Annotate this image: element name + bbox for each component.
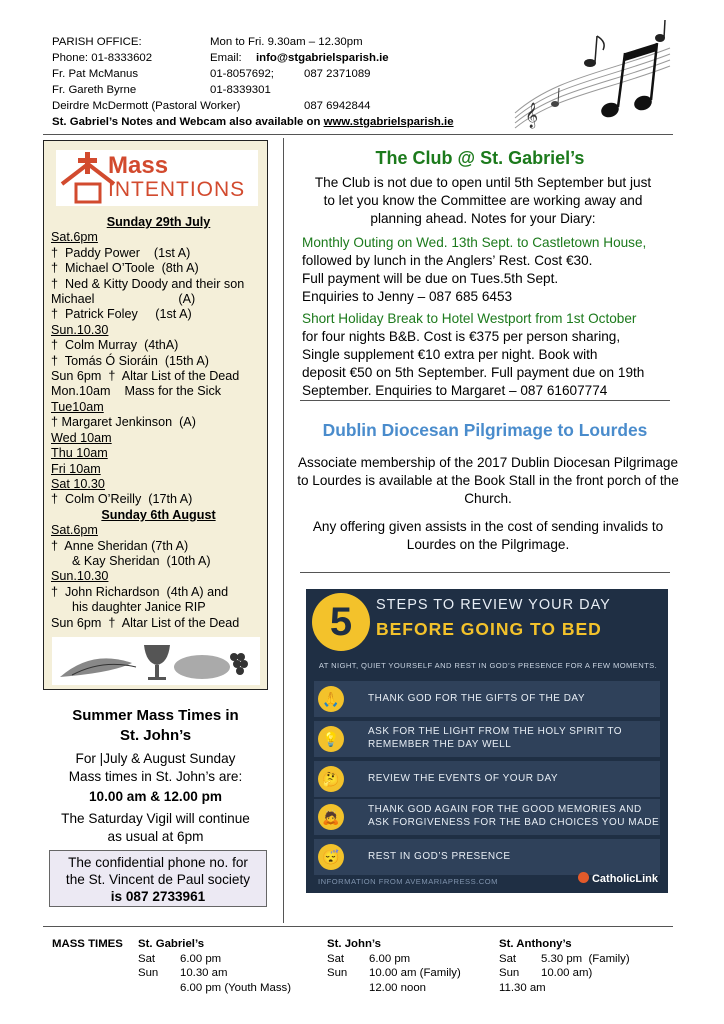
pastoral-worker-name: Deirdre McDermott (Pastoral Worker) xyxy=(52,100,241,112)
club-title: The Club @ St. Gabriel’s xyxy=(375,148,585,168)
infographic-step xyxy=(314,681,660,717)
mass-day: Sun xyxy=(327,967,348,979)
outing-heading: Monthly Outing on Wed. 13th Sept. to Castletown House, xyxy=(302,235,647,250)
lourdes-para2: Any offering given assists in the cost of sending invalids to Lourdes on the Pilgrimage. xyxy=(312,519,664,552)
infographic-source: INFORMATION FROM AVEMARIAPRESS.COM xyxy=(318,877,498,886)
anthony-name: St. Anthony’s xyxy=(499,938,572,950)
summer-text-line3: The Saturday Vigil will continue xyxy=(61,811,250,826)
svp-line3: is 087 2733961 xyxy=(110,889,206,904)
email-label: Email: xyxy=(210,52,242,64)
mass-time-row xyxy=(499,952,630,967)
break-heading: Short Holiday Break to Hotel Westport from 1st October xyxy=(302,311,637,326)
step-text-line1: REST IN GOD’S PRESENCE xyxy=(368,851,511,862)
summer-text-line2: Mass times in St. John’s are: xyxy=(68,769,243,784)
mass-time: 6.00 pm xyxy=(369,952,411,965)
catholiclink-name: CatholicLink xyxy=(591,873,658,885)
step-text-line1: THANK GOD FOR THE GIFTS OF THE DAY xyxy=(368,693,586,704)
mass-day xyxy=(327,981,369,996)
music-notes-illustration xyxy=(495,18,675,133)
mass-day: Sun xyxy=(138,967,159,979)
intention-line: † Ned & Kitty Doody and their son xyxy=(51,276,245,291)
intention-line: † Margaret Jenkinson (A) xyxy=(51,415,196,430)
step-text-line1: REVIEW THE EVENTS OF YOUR DAY xyxy=(368,773,559,784)
intention-line: Sat.6pm xyxy=(51,523,98,538)
logo-word-intentions: INTENTIONS xyxy=(108,178,246,201)
intention-line: † Tomás Ó Sioráin (15th A) xyxy=(51,353,209,368)
infographic-step xyxy=(314,721,660,757)
svp-line2: the St. Vincent de Paul society xyxy=(65,872,251,887)
intention-line: Tue10am xyxy=(51,399,104,414)
mass-day: Sun xyxy=(499,967,520,979)
gabriel-name: St. Gabriel’s xyxy=(138,938,205,950)
mass-time: 10.00 am (Family) xyxy=(369,967,461,979)
notes-webcam-text: St. Gabriel’s Notes and Webcam also available on xyxy=(52,116,321,128)
step-text xyxy=(368,772,558,785)
gabriel-rows xyxy=(138,952,291,996)
intention-line: Mon.10am Mass for the Sick xyxy=(51,384,222,399)
lourdes-divider xyxy=(300,572,670,573)
mass-time: 12.00 noon xyxy=(369,981,427,994)
break-line3: Single supplement €10 extra per night. Book with xyxy=(302,347,598,362)
lourdes-body xyxy=(296,454,680,564)
monthly-outing xyxy=(302,234,676,306)
john-rows xyxy=(327,952,461,996)
week1-intentions xyxy=(51,230,266,507)
intention-line: † Paddy Power (1st A) xyxy=(51,245,191,260)
lourdes-para1: Associate membership of the 2017 Dublin Diocesan Pilgrimage to Lourdes is available at the Book Stall in the front porch of the Church. xyxy=(297,455,679,506)
step-text xyxy=(368,803,659,829)
summer-times: 10.00 am & 12.00 pm xyxy=(89,789,222,804)
intention-line: Wed 10am xyxy=(51,430,112,445)
mass-time: 10.00 am) xyxy=(541,967,593,979)
summer-title-line2: St. John’s xyxy=(119,727,192,744)
outing-line3: Full payment will be due on Tues.5th Sept. xyxy=(302,271,559,286)
intention-line: Sat.6pm xyxy=(51,230,98,245)
pastoral-worker-phone: 087 6942844 xyxy=(304,100,371,112)
holiday-break xyxy=(302,310,676,400)
priest2-phone: 01-8339301 xyxy=(210,84,271,96)
logo-word-mass: Mass xyxy=(108,152,169,179)
john-times xyxy=(327,937,461,995)
gabriel-times xyxy=(138,937,291,995)
club-intro xyxy=(296,174,670,228)
summer-mass-times xyxy=(43,706,268,846)
catholiclink-logo-icon xyxy=(578,872,589,883)
praying-hands-icon: 🙏 xyxy=(318,686,344,712)
mass-time: 6.00 pm (Youth Mass) xyxy=(180,981,292,994)
intention-line: † Colm O’Reilly (17th A) xyxy=(51,492,193,507)
summer-text-line4: as usual at 6pm xyxy=(107,829,204,844)
mass-day: Sat xyxy=(499,952,517,965)
mass-time: 5.30 pm (Family) xyxy=(541,952,630,965)
club-intro-line3: planning ahead. Notes for your Diary: xyxy=(370,211,596,226)
step-text xyxy=(368,850,511,863)
intention-line: Sun 6pm † Altar List of the Dead xyxy=(51,615,240,630)
mass-times-label-text: MASS TIMES xyxy=(52,938,123,950)
mass-intentions-list xyxy=(51,215,266,631)
svp-line1: The confidential phone no. for xyxy=(68,855,248,870)
mass-day xyxy=(138,981,180,996)
catholiclink-brand xyxy=(578,872,658,885)
header-divider xyxy=(43,134,673,135)
break-line5: September. Enquiries to Margaret – 087 61607774 xyxy=(302,383,608,398)
mass-time-row xyxy=(327,952,461,967)
intention-line: Thu 10am xyxy=(51,446,108,461)
john-name: St. John’s xyxy=(327,938,382,950)
outing-line2: followed by lunch in the Anglers’ Rest. Cost €30. xyxy=(302,253,593,268)
intention-line: Michael (A) xyxy=(51,292,196,307)
step-text-line2: REMEMBER THE DAY WELL xyxy=(368,739,512,750)
week2-intentions xyxy=(51,523,266,631)
footer-divider xyxy=(43,926,673,927)
svg-text:𝄞: 𝄞 xyxy=(525,103,539,128)
mass-time-row xyxy=(138,981,291,996)
mass-time-row xyxy=(499,966,630,981)
intention-line: & Kay Sheridan (10th A) xyxy=(51,553,211,568)
mass-day: 11.30 am xyxy=(499,981,546,994)
mass-time-row xyxy=(327,966,461,981)
mass-intentions-logo xyxy=(56,150,258,206)
email-address[interactable]: info@stgabrielsparish.ie xyxy=(256,52,389,64)
number-five-badge: 5 xyxy=(312,593,370,651)
summer-title-line1: Summer Mass Times in xyxy=(72,707,239,724)
mass-time: 10.30 am xyxy=(180,967,228,979)
infographic-subtitle: AT NIGHT, QUIET YOURSELF AND REST IN GOD’S PRESENCE FOR A FEW MOMENTS. xyxy=(318,661,658,670)
mass-time-row xyxy=(499,981,630,996)
priest2-name: Fr. Gareth Byrne xyxy=(52,84,137,96)
priest1-mobile: 087 2371089 xyxy=(304,68,371,80)
intention-line: Sun.10.30 xyxy=(51,569,109,584)
step-text-line1: ASK FOR THE LIGHT FROM THE HOLY SPIRIT TO xyxy=(368,726,623,737)
break-line4: deposit €50 on 5th September. Full payment due on 19th xyxy=(302,365,645,380)
step-text xyxy=(368,692,585,705)
sleeping-face-icon: 😴 xyxy=(318,844,344,870)
intention-line: Sun.10.30 xyxy=(51,322,109,337)
mass-time-row xyxy=(138,952,291,967)
priest1-phone: 01-8057692; xyxy=(210,68,274,80)
intention-line: † John Richardson (4th A) and xyxy=(51,584,229,599)
bread-wine-illustration xyxy=(52,637,260,685)
club-intro-line1: The Club is not due to open until 5th September but just xyxy=(314,175,652,190)
intention-line: † Michael O’Toole (8th A) xyxy=(51,261,199,276)
week1-heading: Sunday 29th July xyxy=(106,215,211,229)
intention-line: † Anne Sheridan (7th A) xyxy=(51,538,189,553)
infographic-heading1: STEPS TO REVIEW YOUR DAY xyxy=(376,597,611,613)
infographic-step xyxy=(314,799,660,835)
thinking-face-icon: 🤔 xyxy=(318,766,344,792)
step-text-line2: ASK FORGIVENESS FOR THE BAD CHOICES YOU MADE xyxy=(368,817,660,828)
infographic-step xyxy=(314,761,660,797)
intention-line: † Patrick Foley (1st A) xyxy=(51,307,192,322)
bowing-person-icon: 🙇 xyxy=(318,804,344,830)
parish-website-link[interactable]: www.stgabrielsparish.ie xyxy=(323,116,454,128)
step-text-line1: THANK GOD AGAIN FOR THE GOOD MEMORIES AND xyxy=(368,804,642,815)
step-text xyxy=(368,725,622,751)
office-phone: Phone: 01-8333602 xyxy=(52,52,153,64)
club-divider xyxy=(300,400,670,401)
intention-line: Sun 6pm † Altar List of the Dead xyxy=(51,369,240,384)
office-hours: Mon to Fri. 9.30am – 12.30pm xyxy=(210,36,363,48)
infographic-heading2: BEFORE GOING TO BED xyxy=(376,619,602,639)
priest1-name: Fr. Pat McManus xyxy=(52,68,139,80)
infographic-step xyxy=(314,839,660,875)
anthony-rows xyxy=(499,952,630,996)
break-line2: for four nights B&B. Cost is €375 per person sharing, xyxy=(302,329,621,344)
mass-times-label xyxy=(52,937,123,952)
five-steps-infographic xyxy=(306,589,668,893)
club-intro-line2: to let you know the Committee are working away and xyxy=(323,193,643,208)
office-label: PARISH OFFICE: xyxy=(52,36,142,48)
intention-line: Fri 10am xyxy=(51,461,101,476)
mass-day: Sat xyxy=(138,952,156,965)
week2-heading: Sunday 6th August xyxy=(101,507,216,522)
intention-line: † Colm Murray (4thA) xyxy=(51,338,179,353)
club-notes xyxy=(302,234,676,404)
lourdes-title: Dublin Diocesan Pilgrimage to Lourdes xyxy=(322,420,648,440)
mass-time-row xyxy=(138,966,291,981)
svp-phone-box xyxy=(49,850,267,907)
mass-day: Sat xyxy=(327,952,345,965)
mass-time: 6.00 pm xyxy=(180,952,222,965)
mass-time-row xyxy=(327,981,461,996)
outing-line4: Enquiries to Jenny – 087 685 6453 xyxy=(302,289,513,304)
summer-text-line1: For |July & August Sunday xyxy=(75,751,236,766)
column-divider xyxy=(283,138,284,923)
intention-line: Sat 10.30 xyxy=(51,476,105,491)
intention-line: his daughter Janice RIP xyxy=(51,600,206,615)
anthony-times xyxy=(499,937,630,995)
light-bulb-icon: 💡 xyxy=(318,726,344,752)
mass-intentions-box xyxy=(43,140,268,690)
